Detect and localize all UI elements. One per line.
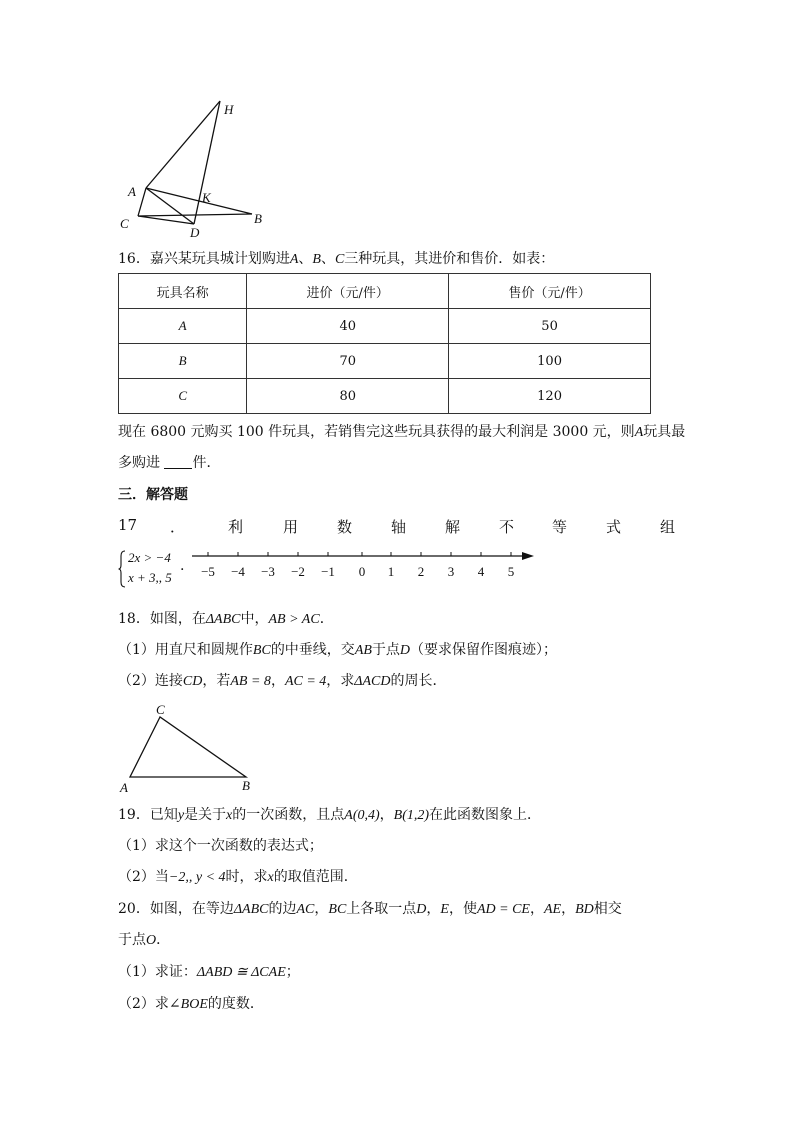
q20-part2: （2）求∠BOE的度数． [118, 996, 264, 1012]
q17-char: 式 [606, 518, 622, 536]
table-row [119, 379, 651, 414]
q17-char: 解 [445, 518, 461, 536]
label-h: H [224, 102, 234, 117]
system-line-2: x + 3,, 5 [128, 570, 172, 585]
segment-ab [146, 188, 252, 214]
q17-char: 不 [499, 518, 515, 536]
q19-line0: 19．已知y是关于x的一次函数，且点A(0,4)，B(1,2)在此函数图象上． [118, 807, 542, 823]
table-cell: 120 [449, 379, 651, 414]
q20-line1: 于点O． [118, 932, 171, 948]
table-cell: 70 [247, 344, 449, 379]
label-c: C [120, 216, 129, 231]
table-header-row [119, 274, 651, 309]
q16-line1: 现在 6800 元购买 100 件玩具，若销售完这些玩具获得的最大利润是 3000 元，则A玩具最 [118, 424, 686, 440]
q20-line0: 20．如图，在等边ΔABC的边AC，BC上各取一点D，E，使AD = CE，AE，BD相交 [118, 901, 622, 917]
tick-label: 4 [477, 564, 485, 579]
label-b: B [242, 778, 250, 793]
answer-blank[interactable] [164, 454, 192, 469]
geometry-figure-2 [112, 700, 262, 796]
table-cell: 80 [247, 379, 449, 414]
toy-price-table [118, 273, 651, 414]
table-row [119, 309, 651, 344]
arrow-head-icon [522, 552, 534, 560]
q16-number: 16． [118, 251, 150, 267]
tick-label: 0 [358, 564, 366, 579]
q18-part2: （2）连接CD，若AB = 8，AC = 4，求ΔACD的周长． [118, 673, 447, 689]
q19-part1: （1）求这个一次函数的表达式； [118, 838, 323, 854]
segment-cb [138, 214, 252, 216]
inequality-system [118, 548, 188, 590]
q17-char: 利 [228, 518, 244, 536]
table-header: 玩具名称 [119, 274, 247, 309]
label-b: B [254, 211, 262, 226]
tick-label: −4 [231, 564, 245, 579]
q18-line0: 18．如图，在ΔABC中，AB > AC． [118, 611, 334, 627]
tick-label: 1 [387, 564, 395, 579]
tick-label: −1 [321, 564, 335, 579]
table-cell: 50 [449, 309, 651, 344]
label-c: C [156, 702, 165, 717]
table-cell: B [119, 344, 247, 379]
q17-char: 组 [660, 518, 676, 536]
q17-char: 等 [552, 518, 568, 536]
table-row [119, 344, 651, 379]
q20-part1: （1）求证：ΔABD ≅ ΔCAE； [118, 964, 300, 980]
q17-dot: ． [170, 518, 186, 536]
system-brace [118, 550, 126, 588]
q16-line2: 多购进 件． [118, 455, 221, 471]
q17-char: 用 [283, 518, 299, 536]
geometry-figure-1 [110, 92, 280, 242]
tick-label: −3 [261, 564, 275, 579]
label-a: A [120, 780, 128, 795]
system-line-1: 2x > −4 [128, 550, 171, 565]
label-k: K [202, 190, 211, 205]
table-header: 进价（元/件） [247, 274, 449, 309]
label-d: D [190, 225, 200, 240]
table-header: 售价（元/件） [449, 274, 651, 309]
system-period: . [180, 558, 185, 574]
q17-char: 数 [337, 518, 353, 536]
table-cell: A [119, 309, 247, 344]
q17-number: 17 [118, 516, 138, 534]
segment-ac [138, 188, 146, 216]
tick-label: −5 [201, 564, 215, 579]
tick-label: 2 [417, 564, 425, 579]
tick-label: 5 [507, 564, 515, 579]
table-cell: 100 [449, 344, 651, 379]
tick-label: −2 [291, 564, 305, 579]
segment-ha [146, 101, 220, 188]
section-title: 三．解答题 [118, 487, 188, 503]
tick-label: 3 [447, 564, 455, 579]
label-a: A [128, 184, 136, 199]
table-cell: 40 [247, 309, 449, 344]
number-line [188, 546, 538, 582]
q19-part2: （2）当−2,, y < 4时，求x的取值范围． [118, 869, 358, 885]
q18-part1: （1）用直尺和圆规作BC的中垂线，交AB于点D（要求保留作图痕迹）； [118, 642, 558, 658]
q17-char: 轴 [391, 518, 407, 536]
q16-intro: 16．嘉兴某玩具城计划购进A、B、C三种玩具，其进价和售价．如表： [118, 251, 555, 267]
triangle-abc [130, 717, 246, 777]
table-cell: C [119, 379, 247, 414]
